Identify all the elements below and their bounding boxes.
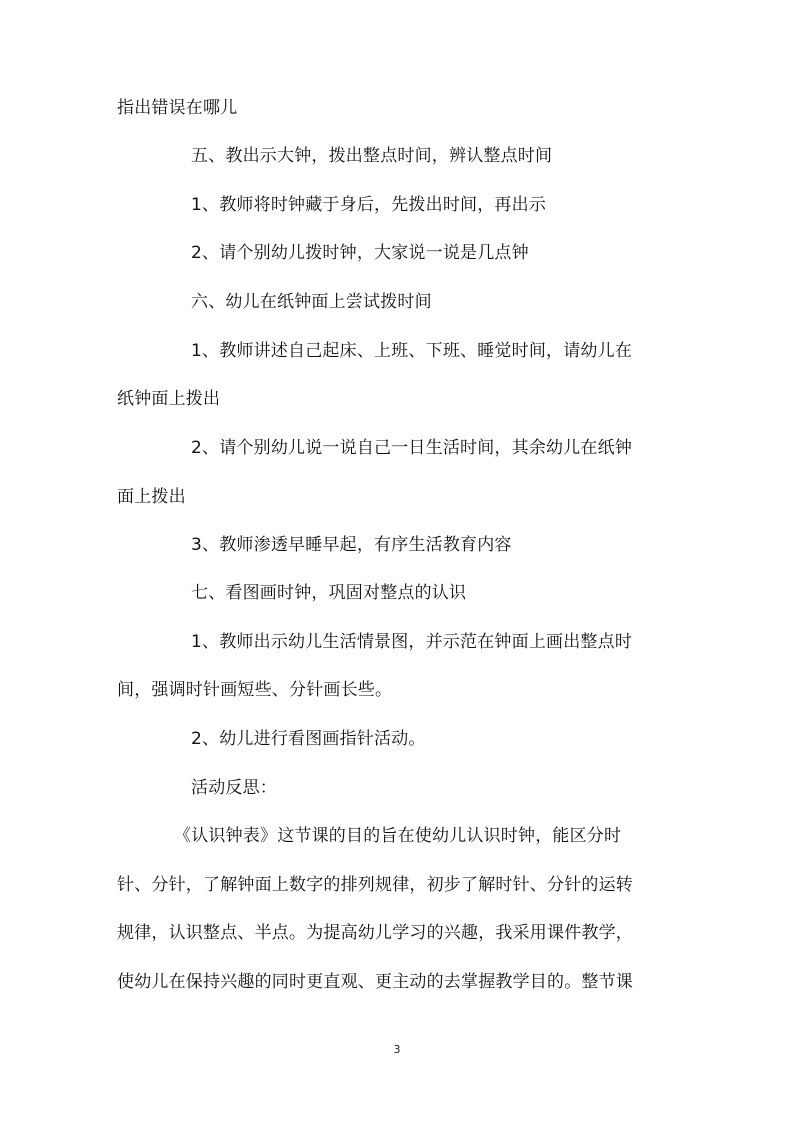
text-line: 1、教师讲述自己起床、上班、下班、睡觉时间，请幼儿在 [191, 341, 633, 361]
text-line: 使幼儿在保持兴趣的同时更直观、更主动的去掌握教学目的。整节课 [117, 972, 633, 992]
text-line: 指出错误在哪儿 [117, 98, 238, 118]
text-line: 纸钟面上拨出 [117, 389, 221, 409]
text-line: 针、分针，了解钟面上数字的排列规律，初步了解时针、分针的运转 [117, 875, 633, 895]
text-line: 1、教师将时钟藏于身后，先拨出时间，再出示 [191, 195, 547, 215]
text-line: 2、请个别幼儿说一说自己一日生活时间，其余幼儿在纸钟 [191, 438, 633, 458]
text-line: 3、教师渗透早睡早起，有序生活教育内容 [191, 535, 512, 555]
section-heading-7: 七、看图画时钟，巩固对整点的认识 [191, 583, 467, 603]
text-line: 1、教师出示幼儿生活情景图，并示范在钟面上画出整点时 [191, 632, 633, 652]
reflection-heading: 活动反思： [191, 778, 277, 798]
text-line: 《认识钟表》这节课的目的旨在使幼儿认识时钟，能区分时 [174, 826, 622, 846]
page-number: 3 [393, 1043, 401, 1056]
text-line: 间，强调时针画短些、分针画长些。 [117, 680, 393, 700]
text-line: 面上拨出 [117, 487, 186, 507]
text-line: 规律，认识整点、半点。为提高幼儿学习的兴趣，我采用课件教学， [117, 923, 633, 943]
text-line: 2、幼儿进行看图画指针活动。 [191, 729, 426, 749]
text-line: 2、请个别幼儿拨时钟，大家说一说是几点钟 [191, 243, 529, 263]
section-heading-6: 六、幼儿在纸钟面上尝试拨时间 [191, 292, 432, 312]
section-heading-5: 五、教出示大钟，拨出整点时间，辨认整点时间 [191, 146, 553, 166]
